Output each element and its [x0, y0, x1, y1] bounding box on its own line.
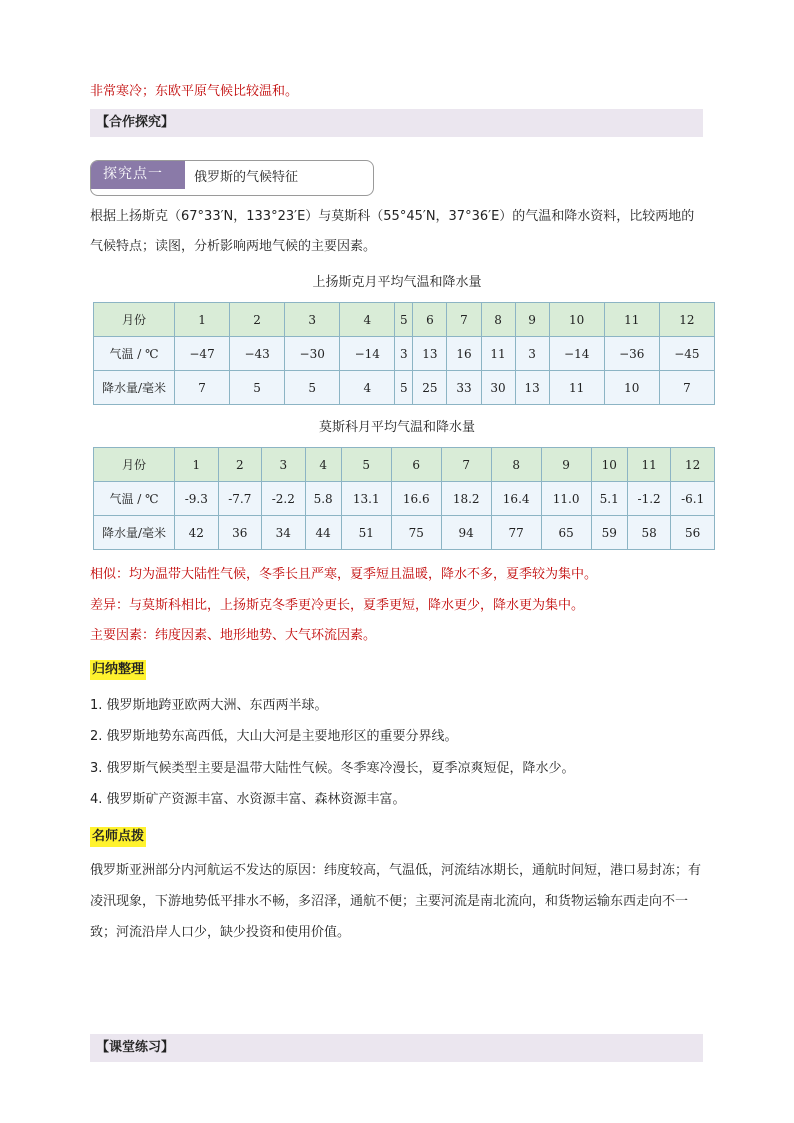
- month-cell: 9: [515, 303, 549, 337]
- temperature-cell: -6.1: [671, 482, 715, 516]
- temperature-cell: 18.2: [441, 482, 491, 516]
- month-cell: 11: [627, 448, 671, 482]
- summary-item: 2. 俄罗斯地势东高西低，大山大河是主要地形区的重要分界线。: [90, 729, 458, 744]
- table-row: [94, 516, 715, 550]
- table-row: [94, 371, 715, 405]
- precipitation-cell: 11: [549, 371, 604, 405]
- table-row: [94, 482, 715, 516]
- table-row: [94, 303, 715, 337]
- month-cell: 4: [305, 448, 341, 482]
- precipitation-cell: 5: [285, 371, 340, 405]
- temperature-cell: 16.4: [491, 482, 541, 516]
- month-cell: 9: [541, 448, 591, 482]
- temperature-cell: 5.1: [591, 482, 627, 516]
- month-cell: 5: [395, 303, 413, 337]
- verkhoyansk-table: [93, 302, 715, 405]
- temperature-label: 气温 / ℃: [94, 482, 175, 516]
- precipitation-cell: 7: [659, 371, 714, 405]
- precipitation-cell: 34: [262, 516, 306, 550]
- temperature-cell: 11.0: [541, 482, 591, 516]
- temperature-cell: −14: [340, 337, 395, 371]
- month-cell: 5: [341, 448, 391, 482]
- temperature-cell: -9.3: [175, 482, 219, 516]
- month-cell: 11: [604, 303, 659, 337]
- month-cell: 7: [447, 303, 481, 337]
- temperature-cell: -1.2: [627, 482, 671, 516]
- temperature-cell: −43: [230, 337, 285, 371]
- temperature-cell: 13: [413, 337, 447, 371]
- precipitation-cell: 7: [175, 371, 230, 405]
- summary-title: 归纳整理: [90, 660, 146, 680]
- precipitation-cell: 94: [441, 516, 491, 550]
- temperature-cell: −45: [659, 337, 714, 371]
- precipitation-cell: 51: [341, 516, 391, 550]
- month-cell: 7: [441, 448, 491, 482]
- month-cell: 2: [230, 303, 285, 337]
- precipitation-cell: 25: [413, 371, 447, 405]
- temperature-cell: −47: [175, 337, 230, 371]
- month-cell: 8: [481, 303, 515, 337]
- explore-point-box: [90, 160, 374, 196]
- temperature-cell: -7.7: [218, 482, 262, 516]
- teacher-tip-title: 名师点拨: [90, 827, 146, 847]
- temperature-cell: −36: [604, 337, 659, 371]
- temperature-cell: 3: [515, 337, 549, 371]
- temperature-cell: 16: [447, 337, 481, 371]
- precipitation-label: 降水量/毫米: [94, 371, 175, 405]
- temperature-cell: −30: [285, 337, 340, 371]
- summary-item: 3. 俄罗斯气候类型主要是温带大陆性气候。冬季寒冷漫长，夏季凉爽短促，降水少。: [90, 761, 575, 776]
- answer-similar: 相似：均为温带大陆性气候，冬季长且严寒，夏季短且温暖，降水不多，夏季较为集中。: [90, 567, 598, 582]
- temperature-cell: 13.1: [341, 482, 391, 516]
- intro-paragraph: 根据上扬斯克（67°33′N，133°23′E）与莫斯科（55°45′N，37°36′E）的气温和降水资料，比较两地的气候特点；读图，分析影响两地气候的主要因素。: [90, 209, 695, 254]
- precipitation-cell: 59: [591, 516, 627, 550]
- answer-factors: 主要因素：纬度因素、地形地势、大气环流因素。: [90, 628, 377, 643]
- month-cell: 1: [175, 303, 230, 337]
- precipitation-cell: 42: [175, 516, 219, 550]
- precipitation-label: 降水量/毫米: [94, 516, 175, 550]
- month-cell: 12: [659, 303, 714, 337]
- table-row: [94, 448, 715, 482]
- precipitation-cell: 5: [395, 371, 413, 405]
- month-cell: 2: [218, 448, 262, 482]
- answer-difference: 差异：与莫斯科相比，上扬斯克冬季更冷更长，夏季更短，降水更少，降水更为集中。: [90, 598, 585, 613]
- month-cell: 4: [340, 303, 395, 337]
- table2-caption: 莫斯科月平均气温和降水量: [318, 420, 475, 435]
- summary-item: 4. 俄罗斯矿产资源丰富、水资源丰富、森林资源丰富。: [90, 792, 406, 807]
- precipitation-cell: 44: [305, 516, 341, 550]
- precipitation-cell: 56: [671, 516, 715, 550]
- precipitation-cell: 10: [604, 371, 659, 405]
- month-cell: 8: [491, 448, 541, 482]
- teacher-tip-text: 俄罗斯亚洲部分内河航运不发达的原因：纬度较高，气温低，河流结冰期长，通航时间短，港口易封冻；有凌汛现象，下游地势低平排水不畅，多沼泽，通航不便；主要河流是南北流向，和货物运输东西走向不一致；河流沿岸人口少，缺少投资和使用价值。: [90, 863, 702, 940]
- precipitation-cell: 5: [230, 371, 285, 405]
- summary-item: 1. 俄罗斯地跨亚欧两大洲、东西两半球。: [90, 698, 328, 713]
- precipitation-cell: 13: [515, 371, 549, 405]
- cooperate-section-header: 【合作探究】: [90, 109, 703, 137]
- temperature-cell: 5.8: [305, 482, 341, 516]
- table-row: [94, 337, 715, 371]
- precipitation-cell: 33: [447, 371, 481, 405]
- moscow-table: [93, 447, 715, 550]
- temperature-cell: 3: [395, 337, 413, 371]
- top-line: 非常寒冷；东欧平原气候比较温和。: [90, 84, 299, 99]
- explore-point-tag: 探究点一: [91, 161, 185, 189]
- month-cell: 3: [262, 448, 306, 482]
- precipitation-cell: 75: [391, 516, 441, 550]
- temperature-cell: 11: [481, 337, 515, 371]
- explore-point-title: 俄罗斯的气候特征: [194, 170, 299, 185]
- month-label: 月份: [94, 303, 175, 337]
- month-label: 月份: [94, 448, 175, 482]
- precipitation-cell: 58: [627, 516, 671, 550]
- temperature-cell: −14: [549, 337, 604, 371]
- month-cell: 10: [591, 448, 627, 482]
- month-cell: 12: [671, 448, 715, 482]
- month-cell: 6: [413, 303, 447, 337]
- precipitation-cell: 65: [541, 516, 591, 550]
- month-cell: 1: [175, 448, 219, 482]
- table1-caption: 上扬斯克月平均气温和降水量: [312, 275, 482, 290]
- month-cell: 3: [285, 303, 340, 337]
- precipitation-cell: 77: [491, 516, 541, 550]
- temperature-cell: 16.6: [391, 482, 441, 516]
- month-cell: 10: [549, 303, 604, 337]
- temperature-cell: -2.2: [262, 482, 306, 516]
- temperature-label: 气温 / ℃: [94, 337, 175, 371]
- precipitation-cell: 30: [481, 371, 515, 405]
- practice-section-header: 【课堂练习】: [90, 1034, 703, 1062]
- precipitation-cell: 36: [218, 516, 262, 550]
- month-cell: 6: [391, 448, 441, 482]
- precipitation-cell: 4: [340, 371, 395, 405]
